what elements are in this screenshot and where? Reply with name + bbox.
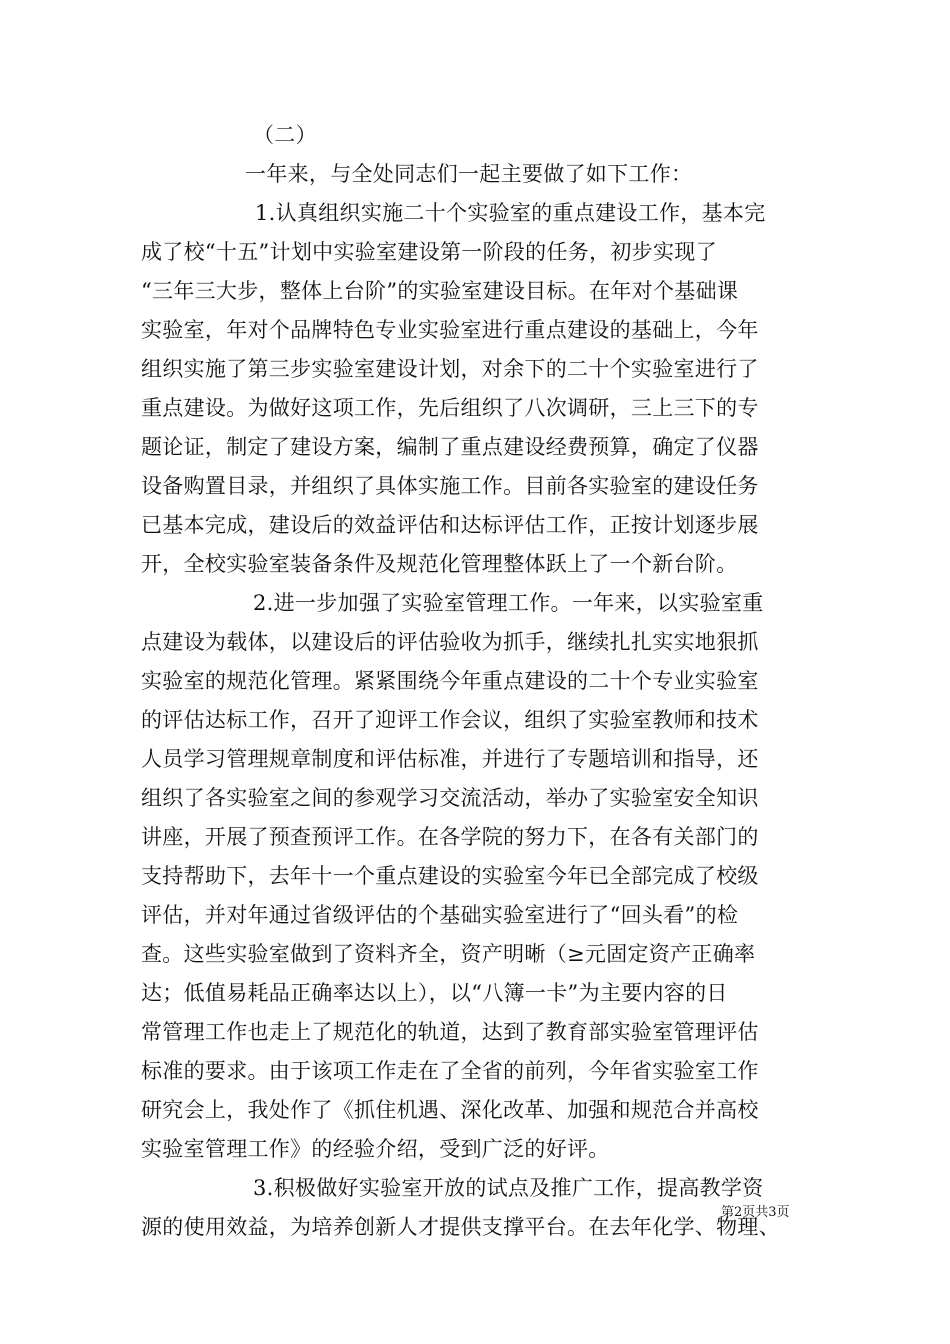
paragraph-line: 常管理工作也走上了规范化的轨道，达到了教育部实验室管理评估 [141, 1020, 759, 1044]
paragraph-line: 源的使用效益，为培养创新人才提供支撑平台。在去年化学、物理、 [141, 1215, 780, 1239]
paragraph-line: 3.积极做好实验室开放的试点及推广工作，提高教学资 [253, 1176, 764, 1200]
paragraph-1 [141, 194, 831, 584]
paragraph-line: 已基本完成，建设后的效益评估和达标评估工作，正按计划逐步展 [141, 513, 759, 537]
paragraph-line: 题论证，制定了建设方案，编制了重点建设经费预算，确定了仪器 [141, 435, 759, 459]
paragraph-line: 评估，并对年通过省级评估的个基础实验室进行了“回头看”的检 [141, 903, 739, 927]
paragraph-line: 设备购置目录，并组织了具体实施工作。目前各实验室的建设任务 [141, 474, 759, 498]
paragraph-line: 重点建设。为做好这项工作，先后组织了八次调研，三上三下的专 [141, 396, 759, 420]
paragraph-line: 人员学习管理规章制度和评估标准，并进行了专题培训和指导，还 [141, 747, 759, 771]
paragraph-line: 开，全校实验室装备条件及规范化管理整体跃上了一个新台阶。 [141, 552, 738, 576]
intro-line: 一年来，与全处同志们一起主要做了如下工作： [245, 162, 693, 186]
paragraph-line: 点建设为载体，以建设后的评估验收为抓手，继续扎扎实实地狠抓 [141, 630, 759, 654]
paragraph-line: 研究会上，我处作了《抓住机遇、深化改革、加强和规范合并高校 [141, 1098, 759, 1122]
paragraph-line: 组织了各实验室之间的参观学习交流活动，举办了实验室安全知识 [141, 786, 759, 810]
page-number-footer: 第2页共3页 [721, 1205, 790, 1220]
paragraph-2 [141, 584, 831, 1169]
section-heading: （二） [253, 123, 317, 147]
paragraph-line: 1.认真组织实施二十个实验室的重点建设工作，基本完 [255, 201, 766, 225]
paragraph-line: 的评估达标工作，召开了迎评工作会议，组织了实验室教师和技术 [141, 708, 759, 732]
paragraph-line: 成了校“十五”计划中实验室建设第一阶段的任务，初步实现了 [141, 240, 717, 264]
paragraph-line: 组织实施了第三步实验室建设计划，对余下的二十个实验室进行了 [141, 357, 759, 381]
document-body [141, 116, 831, 1247]
paragraph-line: “三年三大步，整体上台阶”的实验室建设目标。在年对个基础课 [141, 279, 739, 303]
paragraph-line: 查。这些实验室做到了资料齐全，资产明晰（≥元固定资产正确率 [141, 942, 756, 966]
paragraph-line: 标准的要求。由于该项工作走在了全省的前列，今年省实验室工作 [141, 1059, 759, 1083]
paragraph-line: 实验室，年对个品牌特色专业实验室进行重点建设的基础上，今年 [141, 318, 759, 342]
paragraph-line: 2.进一步加强了实验室管理工作。一年来，以实验室重 [253, 591, 764, 615]
paragraph-line: 支持帮助下，去年十一个重点建设的实验室今年已全部完成了校级 [141, 864, 759, 888]
paragraph-line: 实验室的规范化管理。紧紧围绕今年重点建设的二十个专业实验室 [141, 669, 759, 693]
paragraph-line: 达；低值易耗品正确率达以上），以“八簿一卡”为主要内容的日 [141, 981, 728, 1005]
paragraph-line: 讲座，开展了预查预评工作。在各学院的努力下，在各有关部门的 [141, 825, 759, 849]
paragraph-line: 实验室管理工作》的经验介绍，受到广泛的好评。 [141, 1137, 610, 1161]
